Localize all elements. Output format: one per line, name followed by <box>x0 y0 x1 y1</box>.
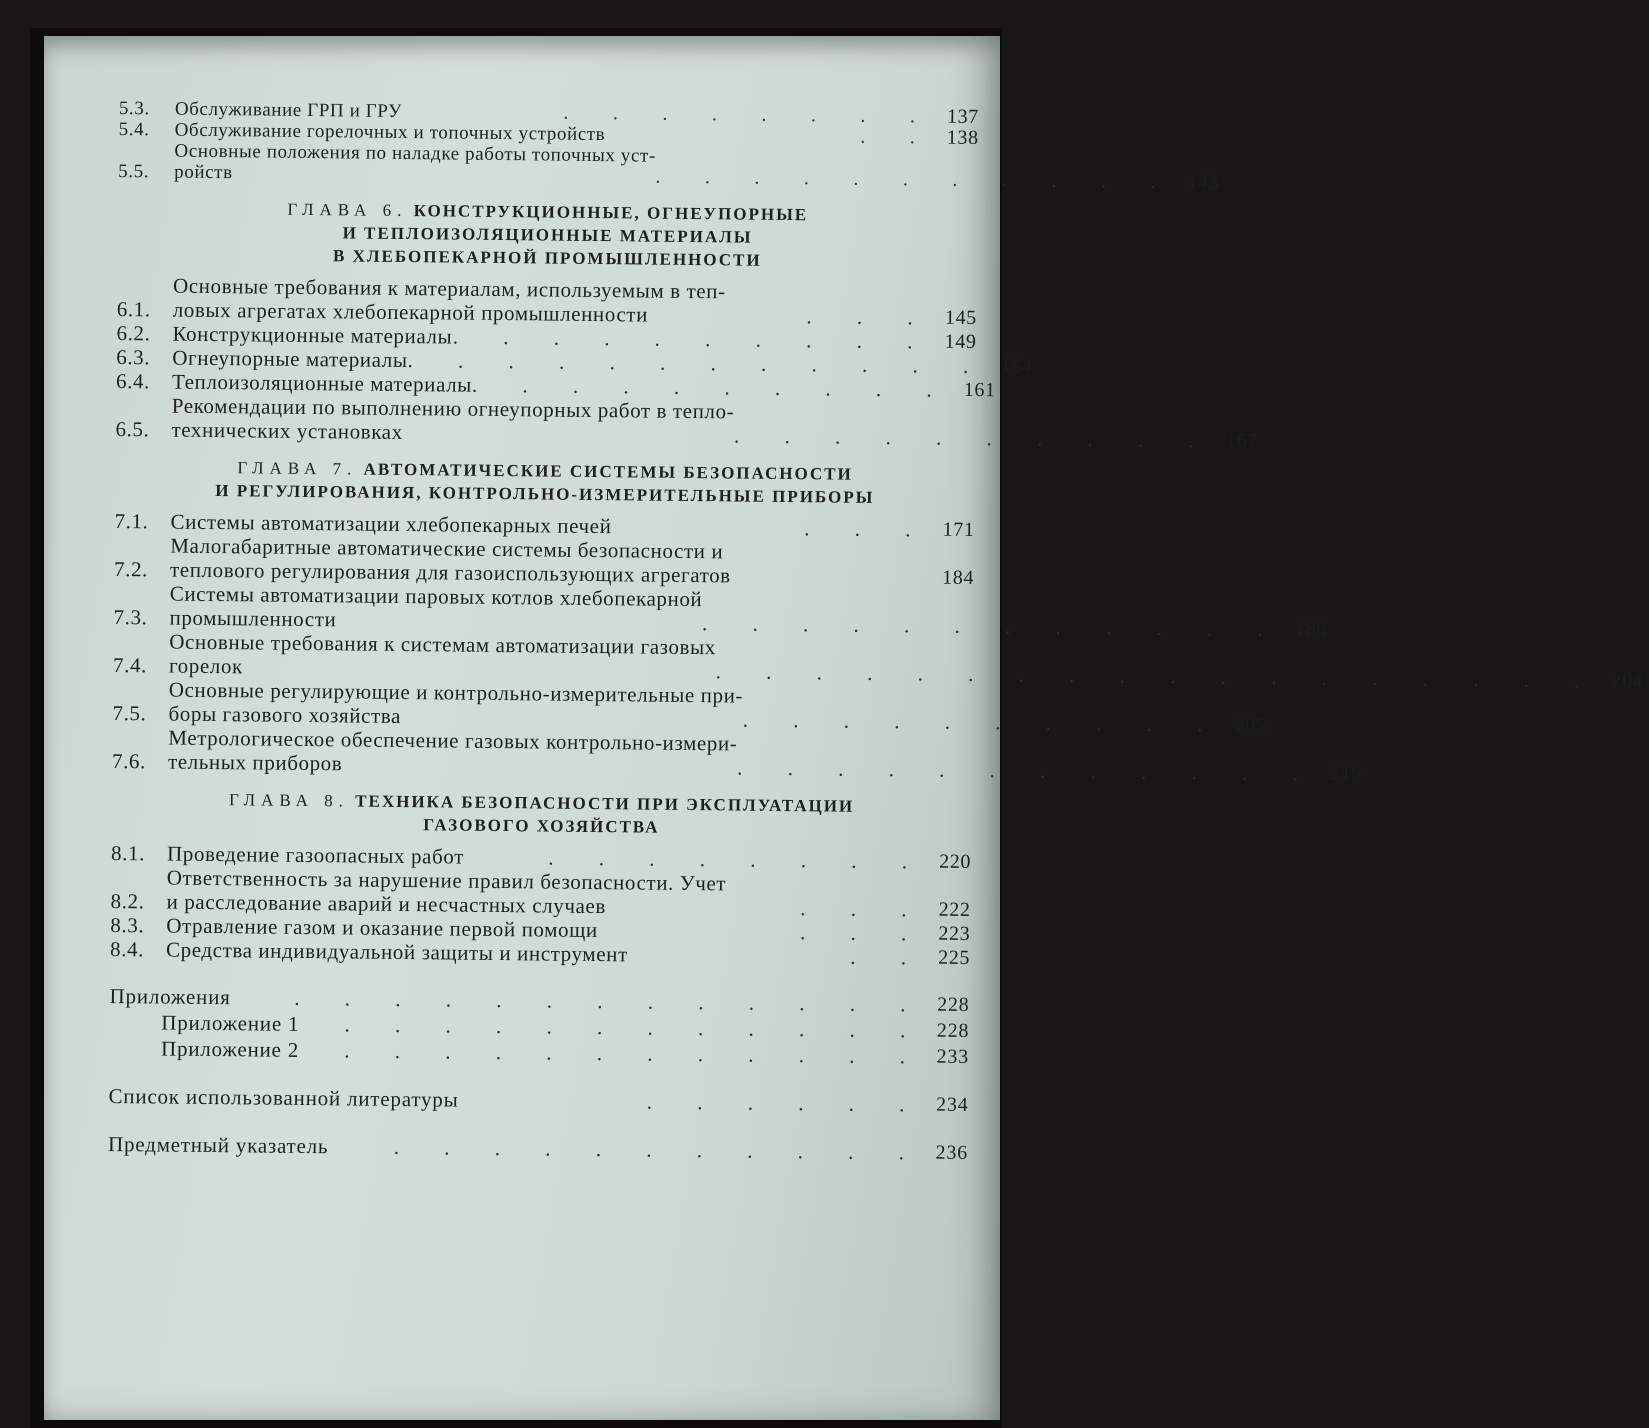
book-page <box>44 36 1644 1420</box>
leader-dots: . . . <box>799 920 927 946</box>
entry-number: 7.5. <box>112 700 147 726</box>
entry-number: 6.5. <box>115 416 150 442</box>
entry-title: Обслуживание горелочных и топочных устройств <box>174 119 606 146</box>
leader-dots: . . . . . . . . . . <box>471 372 952 402</box>
entry-page: 188 <box>1294 618 1327 641</box>
entry-number: 6.4. <box>115 368 151 394</box>
entry-page: 149 <box>944 330 977 353</box>
entry-page: 223 <box>938 922 971 945</box>
entry-page: 205 <box>1234 713 1267 737</box>
entry-title: Теплоизоляционные материалы <box>171 369 473 397</box>
entry-title-cont: боры газового хозяйства <box>168 701 402 728</box>
entry-title: Проведение газоопасных работ <box>166 841 465 869</box>
entry-title: Основные требования к материалам, используемым в теп- <box>172 273 726 304</box>
entry-page: 161 <box>963 378 996 402</box>
leader-dots: . . . . . . . . . . . <box>393 1134 925 1165</box>
entry-number: 8.4. <box>109 936 145 962</box>
chapter-title-cont: ГАЗОВОГО ХОЗЯЙСТВА <box>423 815 660 837</box>
entry-page: 167 <box>1225 429 1258 452</box>
entry-number: 8.2. <box>110 888 145 914</box>
chapter-label: ГЛАВА 6. <box>287 199 408 221</box>
index-label: Предметный указатель <box>107 1131 329 1159</box>
toc-entry-6-5 <box>115 393 1258 453</box>
entry-title: Малогабаритные автоматические системы безопасности и <box>170 533 724 564</box>
entry-title-cont: тельных приборов <box>167 749 343 776</box>
entry-number: 6.2. <box>116 320 151 346</box>
entry-page: 236 <box>935 1141 969 1164</box>
entry-page: 204 <box>1611 669 1644 692</box>
entry-title: Основные регулирующие и контрольно-измерительные при- <box>168 677 744 708</box>
entry-page: 184 <box>942 566 975 589</box>
leader-dots: . . . . . . . . <box>563 102 935 128</box>
entry-page: 154 <box>1000 355 1033 378</box>
leader-dots: . . . . . . . . . . <box>733 423 1214 453</box>
appendix-label: Приложение 2 <box>160 1036 300 1062</box>
entry-title: Конструкционные материалы <box>172 321 453 349</box>
chapter-label: ГЛАВА 8. <box>228 790 350 811</box>
chapter-title: КОНСТРУКЦИОННЫЕ, ОГНЕУПОРНЫЕ <box>413 201 809 225</box>
entry-title-cont: промышленности <box>169 605 337 632</box>
entry-number: 7.1. <box>114 508 149 534</box>
leader-dots: . . . . . . . . . . . . <box>701 611 1283 642</box>
leader-dots: . . . <box>806 304 933 330</box>
entry-number: 5.4. <box>118 118 150 141</box>
chapter-6-heading <box>117 196 978 274</box>
entry-number: 5.3. <box>118 98 150 120</box>
leader-dots: . . <box>850 944 927 970</box>
entry-title-cont: ройств <box>174 161 233 184</box>
chapter-label: ГЛАВА 7. <box>237 458 358 479</box>
entry-title-cont: технических установках <box>171 417 403 444</box>
entry-number: 8.3. <box>110 912 145 938</box>
entry-title: Отравление газом и оказание первой помощи <box>166 913 598 943</box>
leader-dots: . . . . . . . . . . . . <box>344 1038 926 1069</box>
leader-dots: . . . . . . . . . . . . <box>344 1012 926 1043</box>
entry-number: 7.4. <box>112 652 148 678</box>
entry-title-cont: ловых агрегатах хлебопекарной промышленности <box>172 297 649 327</box>
entry-number: 6.3. <box>116 344 151 370</box>
entry-title: Метрологическое обеспечение газовых контрольно-измери- <box>168 725 738 756</box>
entry-page: 222 <box>938 898 971 921</box>
entry-number: 7.6. <box>111 748 147 774</box>
entry-title: Огнеупорные материалы <box>172 345 408 373</box>
chapter-title: ТЕХНИКА БЕЗОПАСНОСТИ ПРИ ЭКСПЛУАТАЦИИ <box>355 791 855 816</box>
entry-title-cont: и расследование аварий и несчастных случаев <box>166 889 607 919</box>
entry-page: 234 <box>935 1093 969 1116</box>
entry-page: 225 <box>938 946 971 969</box>
chapter-title: АВТОМАТИЧЕСКИЕ СИСТЕМЫ БЕЗОПАСНОСТИ <box>363 459 853 484</box>
leader-dots: . . . . . . . . . . . <box>655 166 1176 194</box>
entry-number: 6.1. <box>116 296 151 322</box>
leader-dots: . . . . . . . . <box>548 845 928 874</box>
appendices-title: Приложения <box>109 983 231 1010</box>
leader-dots: . . . . . . . . . . . . . . . . . . <box>715 659 1600 693</box>
entry-title-cont: горелок <box>168 653 243 679</box>
chapter-title-cont: И ТЕПЛОИЗОЛЯЦИОННЫЕ МАТЕРИАЛЫ <box>342 223 753 247</box>
appendix-label: Приложение 1 <box>161 1010 300 1036</box>
entry-title: Системы автоматизации хлебопекарных печей <box>170 509 612 539</box>
leader-dots: . . . . . . <box>646 1089 925 1117</box>
entry-page: 233 <box>936 1045 970 1068</box>
references-label: Список использованной литературы <box>108 1083 459 1112</box>
leader-dots: . . . . . . . . . . . . <box>407 348 989 379</box>
entry-title: Рекомендации по выполнению огнеупорных работ в тепло- <box>171 393 735 424</box>
entry-page: 137 <box>946 105 979 129</box>
entry-number: 8.1. <box>110 840 146 866</box>
entry-page: 143 <box>1187 171 1220 194</box>
leader-dots: . . . . . . . . . . . . . <box>294 985 926 1017</box>
entry-title: Средства индивидуальной защиты и инструмент <box>165 937 628 967</box>
toc-entry-5-5 <box>118 140 1220 194</box>
entry-title: Ответственность за нарушение правил безопасности. Учет <box>166 865 727 896</box>
entry-page: 228 <box>936 1019 970 1042</box>
entry-title-cont: теплового регулирования для газоиспользующих агрегатов <box>169 557 731 588</box>
leader-dots: . . . . . . . . . . <box>742 707 1223 737</box>
table-of-contents <box>107 98 1644 1166</box>
entry-title: Основные положения по наладке работы топочных уст- <box>174 140 656 167</box>
entry-title: Системы автоматизации паровых котлов хлебопекарной <box>169 581 703 612</box>
entry-number: 7.2. <box>113 556 149 582</box>
chapter-8-heading <box>111 787 971 842</box>
entry-page: 171 <box>942 518 975 541</box>
entry-number: 5.5. <box>118 160 150 183</box>
entry-title: Обслуживание ГРП и ГРУ <box>174 98 403 122</box>
chapter-title-cont: В ХЛЕБОПЕКАРНОЙ ПРОМЫШЛЕННОСТИ <box>332 246 762 270</box>
entry-page: 138 <box>946 126 979 150</box>
entry-page: 220 <box>939 850 972 873</box>
chapter-title-cont: И РЕГУЛИРОВАНИЯ, КОНТРОЛЬНО-ИЗМЕРИТЕЛЬНЫЕ ПРИБОРЫ <box>215 481 875 507</box>
leader-dots: . . . <box>800 896 927 922</box>
entry-title: Основные требования к системам автоматизации газовых <box>169 629 717 660</box>
entry-page: 219 <box>1329 762 1362 786</box>
leader-dots: . . <box>860 126 935 149</box>
leader-dots: . . . . . . . . . . . . <box>737 755 1318 786</box>
leader-dots: . . . . . . . . . . <box>452 324 933 354</box>
chapter-7-heading <box>115 455 975 510</box>
entry-page: 145 <box>944 306 977 329</box>
entry-page: 228 <box>937 993 970 1016</box>
entry-number: 7.3. <box>113 604 148 630</box>
leader-dots: . . . <box>804 516 931 542</box>
